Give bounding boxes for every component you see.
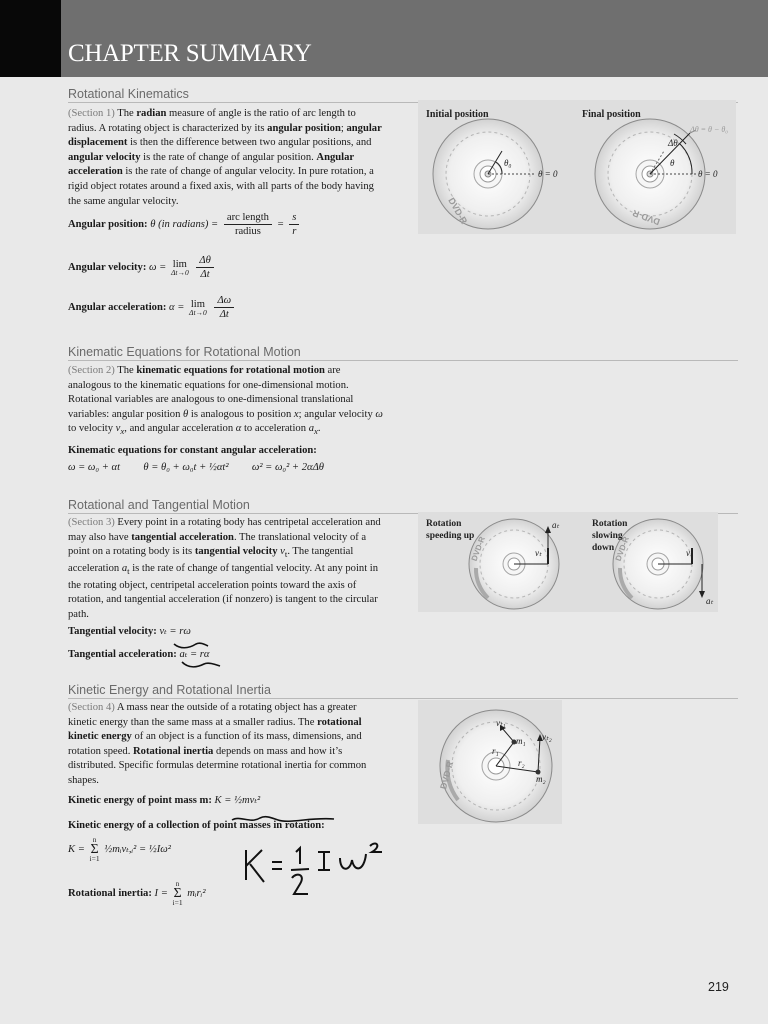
label-slowing: slowing <box>592 531 623 541</box>
section-body-text: A mass near the outside of a rotating object has a greater kinetic energy than the same mass at a smaller radius. The rotational kinetic energy of an object is a function of its mass, dimensions, and rotation speed. Rotational inertia depends on mass and how it’s distributed. Specific formulas determine rotational inertia for common shapes. <box>68 702 367 786</box>
page-number: 219 <box>708 980 729 994</box>
label-rotation-2: Rotation <box>592 519 628 529</box>
formula-ke-collection: K = n Σ i=1 ½mᵢvₜ,ᵢ² = ½Iω² <box>68 836 171 863</box>
label-m1: m₁ <box>516 736 526 746</box>
disc-text-initial: DVD-R <box>446 196 470 226</box>
figure-angular-positions <box>418 100 736 234</box>
formula-angular-acceleration: Angular acceleration: α = lim Δt→0 $\frac{\Delta\omega}{\Delta t}$ <box>68 295 237 320</box>
label-initial-position: Initial position <box>426 109 489 120</box>
formula-tangential-velocity: Tangential velocity: vₜ = rω <box>68 626 191 637</box>
section-reference: (Section 4) <box>68 702 115 713</box>
label-rotation-1: Rotation <box>426 519 462 529</box>
label-delta-theta: Δθ <box>668 138 678 148</box>
label-speeding-up: speeding up <box>426 531 475 541</box>
disc-text-final: DVD-R <box>631 207 662 228</box>
section-body-text: Every point in a rotating body has centripetal acceleration and may also have tangential acceleration. The translational velocity of a point on a rotating body is its tangential velocity $v_t$. The tangential acceleration $a_t$ is the rate of change of tangential velocity. At any point in the rotating object, centripetal acceleration points toward the axis of rotation, and tangential acceleration (if nonzero) is tangent to the circular path. <box>68 517 381 620</box>
label-at-2: aₜ <box>706 596 714 606</box>
section-body-4 <box>68 701 386 789</box>
label-vt1: vₜ₁ <box>496 718 506 728</box>
chapter-title: CHAPTER SUMMARY <box>68 40 312 67</box>
disc-text-tangential-1: DVD-R <box>469 535 487 563</box>
label-theta: θ <box>670 158 675 168</box>
formula-ke-point-mass: Kinetic energy of point mass m: K = ½mvₜ² <box>68 795 261 806</box>
section-body-3 <box>68 516 386 622</box>
label-final-position: Final position <box>582 109 641 120</box>
disc-final <box>595 119 705 229</box>
disc-speeding-up <box>469 519 559 609</box>
label-r2: r₂ <box>518 758 525 768</box>
label-theta0: θ₀ <box>504 158 512 168</box>
formula-angular-position: Angular position: θ (in radians) = $\frac{\text{arc length}}{\text{radius}}$ = $\frac{s}{r}$ <box>68 212 302 237</box>
formula-angular-velocity: Angular velocity: ω = lim Δt→0 $\frac{\Delta\theta}{\Delta t}$ <box>68 255 217 280</box>
formula-kinematic-label: Kinematic equations for constant angular acceleration: <box>68 445 317 456</box>
label-down: down <box>592 543 615 553</box>
label-delta-theta-eq: Δθ = θ − θ₀ <box>690 125 729 134</box>
label-vt-1: vₜ <box>535 548 542 558</box>
formula-kinematic-equations: ω = ω₀ + αt θ = θ₀ + ω₀t + ½αt² ω² = ω₀² + 2αΔθ <box>68 462 325 473</box>
chapter-banner <box>0 0 768 77</box>
section-heading-kinetic-energy: Kinetic Energy and Rotational Inertia <box>68 683 738 699</box>
section-reference: (Section 3) <box>68 517 115 528</box>
handwritten-equation <box>236 838 386 900</box>
handwritten-underline-2 <box>230 812 340 826</box>
section-body-text: The kinematic equations for rotational motion are analogous to the kinematic equations for one-dimensional motion. Rotational variables are analogous to one-dimensional translational variables: angular position θ is analogous to position x; angular velocity ω to velocity $v_x$, and angular acceleration α to acceleration $a_x$. <box>68 365 383 437</box>
formula-ke-collection-label: Kinetic energy of a collection of point masses in rotation: <box>68 820 325 831</box>
figure-tangential-motion <box>418 512 718 612</box>
label-theta-zero-left: θ = 0 <box>538 169 558 179</box>
section-reference: (Section 1) <box>68 108 115 119</box>
section-body-1 <box>68 107 386 209</box>
section-body-text: The radian measure of angle is the ratio of arc length to radius. A rotating object is characterized by its angular position; angular displacement is then the difference between two angular positions, and angular velocity is the rate of change of angular position. Angular acceleration is the rate of change of angular velocity. In pure rotation, a rigid object rotates around a fixed axis, with all parts of the body having the same angular velocity. <box>68 108 382 207</box>
section-heading-rotational-kinematics: Rotational Kinematics <box>68 87 738 103</box>
label-vt2: vₜ₂ <box>542 732 552 742</box>
disc-initial <box>433 119 543 229</box>
formula-rotational-inertia: Rotational inertia: I = n Σ i=1 mᵢrᵢ² <box>68 880 206 907</box>
figure-kinetic-energy-masses <box>418 700 562 824</box>
formula-tangential-acceleration: Tangential acceleration: aₜ = rα <box>68 649 210 660</box>
section-heading-rotational-tangential: Rotational and Tangential Motion <box>68 498 738 514</box>
label-r1: r₁ <box>492 746 499 756</box>
disc-text-tangential-2: DVD-R <box>613 535 631 563</box>
disc-slowing-down <box>613 519 705 609</box>
label-at-1: aₜ <box>552 520 560 530</box>
handwritten-underline-1 <box>170 640 230 674</box>
section-body-2 <box>68 364 386 439</box>
label-m2: m₂ <box>536 774 546 784</box>
section-reference: (Section 2) <box>68 365 115 376</box>
label-vt-2: vₜ <box>686 548 693 558</box>
disc-text-inertia: DVD-R <box>438 760 456 791</box>
section-heading-kinematic-equations: Kinematic Equations for Rotational Motion <box>68 345 738 361</box>
banner-black-tab <box>0 0 61 77</box>
label-theta-zero-right: θ = 0 <box>698 169 718 179</box>
